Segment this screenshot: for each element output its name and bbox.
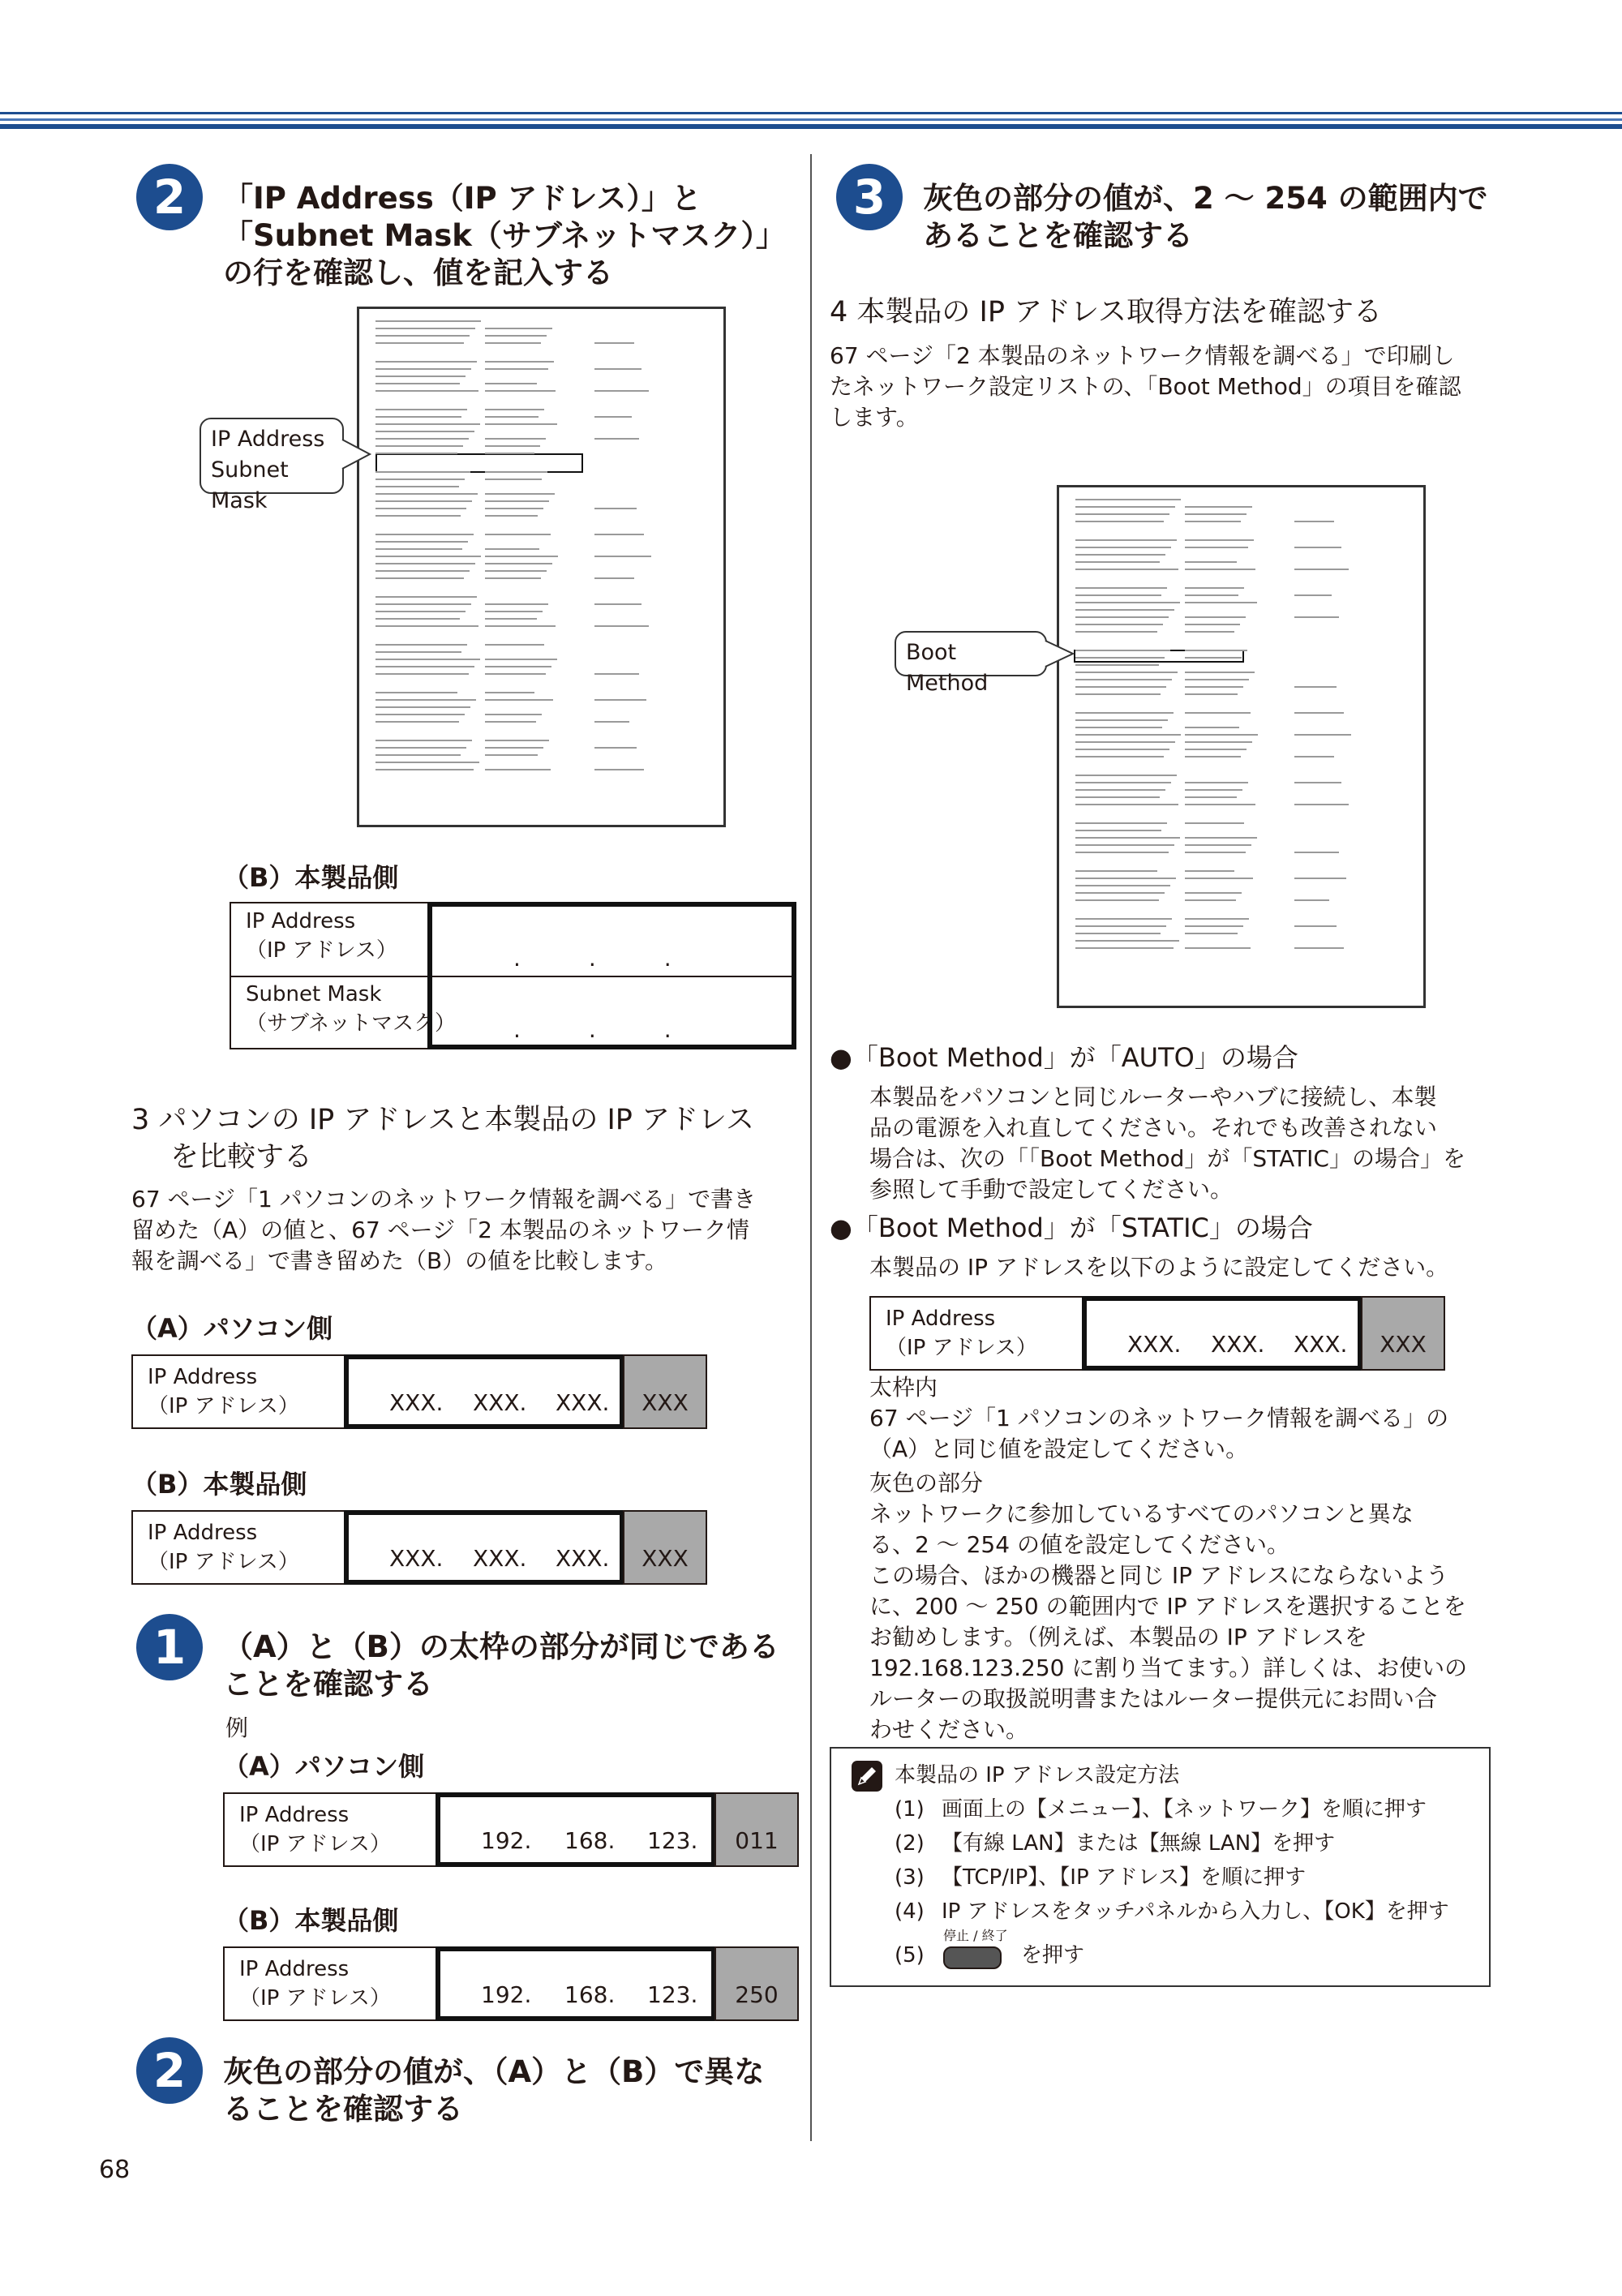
- report-text-line: [375, 471, 470, 473]
- compare-a-ip-box: IP Address （IP アドレス） XXX. XXX. XXX. XXX: [131, 1354, 706, 1429]
- report-text-line: [1075, 693, 1161, 695]
- compare-b-ip-box: IP Address （IP アドレス） XXX. XXX. XXX. XXX: [131, 1510, 706, 1585]
- report-text-line: [1185, 506, 1252, 508]
- report-text-line: [375, 335, 470, 337]
- report-text-line: [1075, 602, 1180, 603]
- report-text-line: [375, 644, 467, 646]
- report-text-line: [375, 603, 471, 605]
- report-text-line: [1185, 870, 1234, 872]
- report-text-line: [1075, 734, 1181, 736]
- report-text-line: [1185, 513, 1247, 515]
- report-text-line: [1075, 782, 1171, 783]
- report-text-line: [1075, 925, 1166, 927]
- note-step-4: (4) IP アドレスをタッチパネルから入力し、【OK】を押す: [895, 1899, 1449, 1924]
- static-bullet: ●「Boot Method」が「STATIC」の場合: [830, 1212, 1313, 1243]
- boot-method-callout: Boot Method: [895, 631, 1047, 676]
- report-text-line: [485, 563, 552, 564]
- report-text-line: [485, 335, 547, 337]
- report-text-line: [1294, 521, 1334, 522]
- report-text-line: [485, 383, 537, 384]
- report-text-line: [1075, 870, 1157, 872]
- report-text-line: [1294, 712, 1344, 714]
- report-text-line: [375, 541, 468, 543]
- report-text-line: [485, 714, 542, 715]
- report-text-line: [1185, 631, 1234, 633]
- report-text-line: [1075, 672, 1178, 673]
- grey-part-explanation: 灰色の部分 ネットワークに参加しているすべてのパソコンと異な る、2 〜 254 の値を設定してください。 この場合、ほかの機器と同じ IP アドレスにならないよう に、200 〜 250 の範囲内で IP アドレスを選択することを お勧めします。（例えば、本製品の IP アドレスを 192.168.123.250 に割り当てます。）詳しくは、お使いの ルーターの取扱説明書またはルーター提供元にお問い合 わせください。: [869, 1470, 1468, 1743]
- stop-exit-key-icon: [943, 1946, 1002, 1969]
- report-text-line: [1075, 712, 1174, 714]
- network-config-report-thumbnail-2: [1057, 485, 1426, 1008]
- network-config-report-thumbnail: [357, 307, 726, 827]
- report-text-line: [1075, 513, 1169, 515]
- report-text-line: [485, 390, 556, 392]
- report-text-line: [375, 453, 457, 454]
- report-text-line: [1075, 616, 1169, 618]
- report-text-line: [375, 721, 459, 723]
- report-text-line: [1075, 587, 1167, 589]
- report-text-line: [1075, 569, 1178, 570]
- report-text-line: [1075, 539, 1177, 541]
- report-text-line: [485, 493, 555, 495]
- report-text-line: [1075, 844, 1174, 846]
- report-text-line: [485, 508, 543, 509]
- report-text-line: [1075, 561, 1160, 563]
- report-text-line: [1294, 782, 1341, 783]
- static-ip-box: IP Address （IP アドレス） XXX. XXX. XXX. XXX: [869, 1296, 1444, 1371]
- report-text-line: [1185, 602, 1257, 603]
- report-text-line: [1185, 679, 1249, 680]
- section-4-body: 67 ページ「2 本製品のネットワーク情報を調べる」で印刷し たネットワーク設定リストの、「Boot Method」の項目を確認 します。: [830, 342, 1461, 431]
- report-text-line: [485, 416, 539, 418]
- report-text-line: [485, 611, 543, 612]
- report-text-line: [1294, 852, 1339, 853]
- report-text-line: [375, 659, 480, 660]
- report-text-line: [485, 423, 557, 425]
- report-text-line: [1185, 837, 1257, 839]
- report-text-line: [375, 762, 479, 763]
- report-text-line: [594, 534, 644, 535]
- report-text-line: [594, 342, 634, 344]
- report-text-line: [1294, 925, 1337, 927]
- report-text-line: [485, 740, 549, 741]
- fill-in-thick-frame: [427, 902, 796, 1049]
- report-text-line: [1075, 837, 1180, 839]
- report-text-line: [1185, 686, 1243, 688]
- report-text-line: [375, 500, 472, 502]
- ip-subnet-callout: IP Address Subnet Mask: [200, 418, 344, 494]
- report-text-line: [375, 416, 461, 418]
- step-2b-badge: 2: [136, 2037, 203, 2104]
- report-text-line: [1185, 782, 1248, 783]
- report-text-line: [375, 431, 474, 432]
- report-text-line: [1075, 631, 1157, 633]
- report-text-line: [375, 342, 464, 344]
- report-text-line: [1185, 594, 1238, 596]
- step-2-badge: 2: [136, 164, 203, 230]
- report-text-line: [1185, 672, 1255, 673]
- report-text-line: [1075, 756, 1164, 757]
- report-text-line: [1075, 892, 1165, 894]
- report-text-line: [1185, 657, 1242, 659]
- report-text-line: [485, 673, 546, 675]
- report-text-line: [1294, 899, 1329, 901]
- report-text-line: [375, 556, 481, 557]
- report-text-line: [1185, 616, 1246, 618]
- report-text-line: [485, 438, 546, 440]
- report-text-line: [1075, 885, 1170, 886]
- report-text-line: [594, 390, 649, 392]
- step-2-title: 「IP Address（IP アドレス）」と 「Subnet Mask（サブネットマスク）」 の行を確認し、値を記入する: [223, 181, 786, 290]
- subnet-mask-fill-dots: . . .: [513, 1016, 672, 1043]
- report-text-line: [375, 673, 469, 675]
- report-text-line: [485, 500, 549, 502]
- table-b1-heading: （B）本製品側: [223, 862, 399, 893]
- step-3-badge: 3: [836, 164, 903, 230]
- report-text-line: [1185, 547, 1248, 548]
- section-3-body: 67 ページ「1 パソコンのネットワーク情報を調べる」で書き 留めた（A）の値と、67 ページ「2 本製品のネットワーク情 報を調べる」で書き留めた（B）の値を比較します。: [131, 1186, 757, 1274]
- report-text-line: [1185, 539, 1254, 541]
- report-text-line: [485, 548, 539, 550]
- report-text-line: [1075, 594, 1161, 596]
- bullet-dot: ●: [830, 1212, 852, 1243]
- report-text-line: [485, 556, 558, 557]
- report-text-line: [1075, 804, 1178, 805]
- report-text-line: [375, 563, 475, 564]
- report-text-line: [1185, 878, 1253, 879]
- report-text-line: [375, 534, 474, 535]
- report-text-line: [375, 570, 470, 572]
- report-text-line: [375, 479, 465, 480]
- report-text-line: [1075, 878, 1176, 879]
- report-text-line: [594, 508, 637, 509]
- report-text-line: [375, 692, 457, 693]
- report-text-line: [375, 486, 459, 487]
- ip-setting-note: [830, 1747, 1491, 1987]
- compare-b-heading: （B）本製品側: [131, 1469, 307, 1500]
- report-text-line: [375, 596, 477, 598]
- report-text-line: [375, 548, 462, 550]
- note-title: 本製品の IP アドレス設定方法: [895, 1763, 1180, 1787]
- report-text-line: [375, 328, 475, 329]
- report-text-line: [485, 361, 554, 363]
- report-text-line: [1185, 899, 1236, 901]
- report-text-line: [1185, 918, 1249, 920]
- example-label: 例: [225, 1714, 249, 1741]
- report-text-line: [594, 603, 642, 605]
- report-text-line: [485, 666, 551, 667]
- report-text-line: [1294, 594, 1332, 596]
- report-text-line: [485, 479, 542, 480]
- report-text-line: [375, 423, 480, 425]
- ip-address-fill-dots: . . .: [513, 945, 672, 972]
- report-text-line: [1185, 693, 1238, 695]
- report-text-line: [1185, 624, 1240, 625]
- report-highlight-boot-method: [1074, 650, 1244, 663]
- report-text-line: [1185, 822, 1244, 824]
- report-text-line: [375, 699, 476, 701]
- report-text-line: [594, 438, 639, 440]
- page-number: 68: [99, 2156, 131, 2184]
- report-text-line: [1075, 679, 1172, 680]
- section-3-title: 3 パソコンの IP アドレスと本製品の IP アドレス を比較する: [131, 1104, 754, 1174]
- step-3-title: 灰色の部分の値が、2 〜 254 の範囲内で あることを確認する: [923, 181, 1488, 253]
- report-text-line: [1185, 749, 1247, 750]
- column-divider: [810, 154, 812, 2141]
- report-text-line: [485, 368, 548, 370]
- report-text-line: [1294, 734, 1351, 736]
- report-text-line: [1294, 616, 1339, 618]
- report-text-line: [1075, 741, 1175, 743]
- report-text-line: [1185, 844, 1251, 846]
- auto-body: 本製品をパソコンと同じルーターやハブに接続し、本製 品の電源を入れ直してください。それでも改善されない 場合は、次の「「Boot Method」が「STATIC」の場合」を 参照して手動で設定してください。: [869, 1084, 1465, 1203]
- report-text-line: [485, 747, 543, 749]
- report-text-line: [1185, 804, 1255, 805]
- report-text-line: [1185, 569, 1255, 570]
- report-text-line: [1075, 727, 1162, 728]
- report-text-line: [1075, 796, 1160, 798]
- report-text-line: [375, 611, 466, 612]
- report-text-line: [375, 320, 481, 322]
- example-a-heading: （A）パソコン側: [223, 1751, 425, 1782]
- report-text-line: [485, 618, 537, 620]
- report-text-line: [375, 618, 460, 620]
- auto-bullet: ●「Boot Method」が「AUTO」の場合: [830, 1042, 1298, 1073]
- report-text-line: [1185, 650, 1247, 651]
- report-text-line: [1294, 547, 1341, 548]
- report-text-line: [1075, 686, 1166, 688]
- report-text-line: [1185, 933, 1238, 934]
- callout-pointer: [341, 438, 373, 470]
- report-text-line: [1075, 650, 1170, 651]
- report-text-line: [1185, 521, 1241, 522]
- bullet-dot: ●: [830, 1042, 852, 1073]
- report-text-line: [485, 692, 534, 693]
- report-text-line: [1294, 878, 1346, 879]
- note-step-2: (2) 【有線 LAN】または【無線 LAN】を押す: [895, 1831, 1336, 1856]
- report-text-line: [485, 342, 541, 344]
- report-text-line: [1075, 499, 1181, 500]
- report-text-line: [485, 409, 544, 410]
- report-text-line: [485, 453, 534, 454]
- report-text-line: [485, 570, 547, 572]
- report-text-line: [375, 740, 472, 741]
- report-text-line: [485, 471, 547, 473]
- report-text-line: [1075, 789, 1165, 791]
- report-text-line: [375, 754, 461, 756]
- report-text-line: [1075, 506, 1175, 508]
- report-text-line: [485, 699, 553, 701]
- report-text-line: [1075, 822, 1167, 824]
- report-text-line: [1185, 734, 1258, 736]
- example-a-ip-box: IP Address （IP アドレス） 192. 168. 123. 011: [223, 1792, 797, 1867]
- report-text-line: [1294, 804, 1349, 805]
- report-text-line: [1185, 925, 1243, 927]
- report-text-line: [1075, 852, 1169, 853]
- example-b-ip-box: IP Address （IP アドレス） 192. 168. 123. 250: [223, 1946, 797, 2021]
- report-text-line: [1294, 569, 1349, 570]
- report-text-line: [375, 577, 464, 579]
- report-text-line: [1075, 547, 1171, 548]
- report-text-line: [1075, 749, 1169, 750]
- stop-exit-key-label: 停止 / 終了: [943, 1928, 1008, 1943]
- step-1-title: （A）と（B）の太枠の部分が同じである ことを確認する: [223, 1629, 779, 1702]
- report-text-line: [1075, 624, 1163, 625]
- report-text-line: [1185, 852, 1246, 853]
- report-text-line: [375, 438, 469, 440]
- report-text-line: [375, 445, 463, 447]
- report-text-line: [375, 769, 474, 770]
- report-text-line: [485, 515, 538, 517]
- report-text-line: [1294, 756, 1334, 757]
- report-text-line: [1075, 947, 1174, 949]
- report-text-line: [1075, 775, 1177, 776]
- header-rule-top: [0, 112, 1622, 114]
- report-text-line: [1075, 933, 1161, 934]
- report-text-line: [485, 754, 538, 756]
- report-text-line: [1185, 947, 1251, 949]
- report-text-line: [594, 769, 644, 770]
- report-text-line: [594, 577, 634, 579]
- report-text-line: [1075, 918, 1172, 920]
- report-text-line: [1185, 712, 1251, 714]
- note-step-5: (5) を押す: [895, 1943, 1085, 1968]
- report-text-line: [594, 699, 646, 701]
- report-text-line: [1075, 899, 1159, 901]
- report-text-line: [1185, 561, 1237, 563]
- memo-pencil-icon: [851, 1760, 883, 1792]
- report-text-line: [375, 390, 478, 392]
- report-highlight-ip-subnet: [375, 453, 583, 473]
- report-text-line: [1185, 796, 1237, 798]
- report-text-line: [375, 625, 478, 627]
- note-step-1: (1) 画面上の【メニュー】、【ネットワーク】を順に押す: [895, 1797, 1427, 1822]
- report-text-line: [375, 651, 461, 653]
- report-text-line: [594, 625, 649, 627]
- ip-address-label: IP Address （IP アドレス）: [246, 909, 397, 963]
- report-text-line: [594, 368, 642, 370]
- report-text-line: [485, 721, 536, 723]
- report-text-line: [375, 706, 470, 708]
- report-text-line: [375, 383, 460, 384]
- report-text-line: [485, 534, 551, 535]
- report-text-line: [1075, 719, 1168, 721]
- report-text-line: [1185, 789, 1242, 791]
- report-text-line: [485, 659, 557, 660]
- report-text-line: [485, 769, 551, 770]
- report-text-line: [594, 556, 651, 557]
- report-text-line: [1294, 947, 1344, 949]
- report-text-line: [375, 508, 466, 509]
- report-text-line: [375, 361, 477, 363]
- report-text-line: [594, 416, 632, 418]
- report-text-line: [594, 747, 637, 749]
- subnet-mask-label: Subnet Mask （サブネットマスク）: [246, 982, 456, 1036]
- report-text-line: [1185, 587, 1244, 589]
- report-text-line: [1294, 686, 1337, 688]
- step-1-badge: 1: [136, 1614, 203, 1680]
- note-step-3: (3) 【TCP/IP】、【IP アドレス】を順に押す: [895, 1865, 1307, 1890]
- example-b-heading: （B）本製品側: [223, 1905, 399, 1936]
- report-text-line: [1075, 554, 1165, 556]
- report-text-line: [485, 577, 541, 579]
- report-text-line: [1075, 664, 1159, 666]
- section-4-title: 4 本製品の IP アドレス取得方法を確認する: [830, 296, 1383, 328]
- report-text-line: [485, 644, 544, 646]
- report-text-line: [1075, 830, 1161, 831]
- report-text-line: [1075, 609, 1174, 611]
- report-text-line: [1185, 727, 1239, 728]
- report-text-line: [485, 625, 556, 627]
- thick-frame-explanation: 太枠内 67 ページ「1 パソコンのネットワーク情報を調べる」の （A）と同じ値を設定してください。: [869, 1374, 1449, 1462]
- report-text-line: [485, 328, 552, 329]
- report-text-line: [375, 747, 466, 749]
- report-text-line: [375, 368, 471, 370]
- step-2b-title: 灰色の部分の値が、（A）と（B）で異な ることを確認する: [223, 2054, 765, 2126]
- report-text-line: [1185, 756, 1241, 757]
- report-text-line: [1185, 741, 1252, 743]
- static-body: 本製品の IP アドレスを以下のように設定してください。: [869, 1254, 1449, 1281]
- compare-a-heading: （A）パソコン側: [131, 1313, 333, 1344]
- report-text-line: [594, 721, 629, 723]
- report-text-line: [594, 673, 639, 675]
- report-text-line: [375, 666, 474, 667]
- header-rule-mid: [0, 118, 1622, 121]
- report-text-line: [485, 603, 548, 605]
- report-text-line: [375, 376, 466, 377]
- report-text-line: [1075, 521, 1164, 522]
- report-text-line: [485, 445, 540, 447]
- report-text-line: [375, 515, 461, 517]
- report-text-line: [375, 714, 465, 715]
- callout-pointer-2: [1044, 639, 1076, 668]
- header-rule-bottom: [0, 124, 1622, 129]
- report-text-line: [1075, 657, 1165, 659]
- fill-in-table: [230, 902, 793, 1049]
- report-text-line: [1075, 940, 1179, 942]
- report-text-line: [1185, 892, 1242, 894]
- report-text-line: [375, 493, 478, 495]
- report-text-line: [375, 409, 467, 410]
